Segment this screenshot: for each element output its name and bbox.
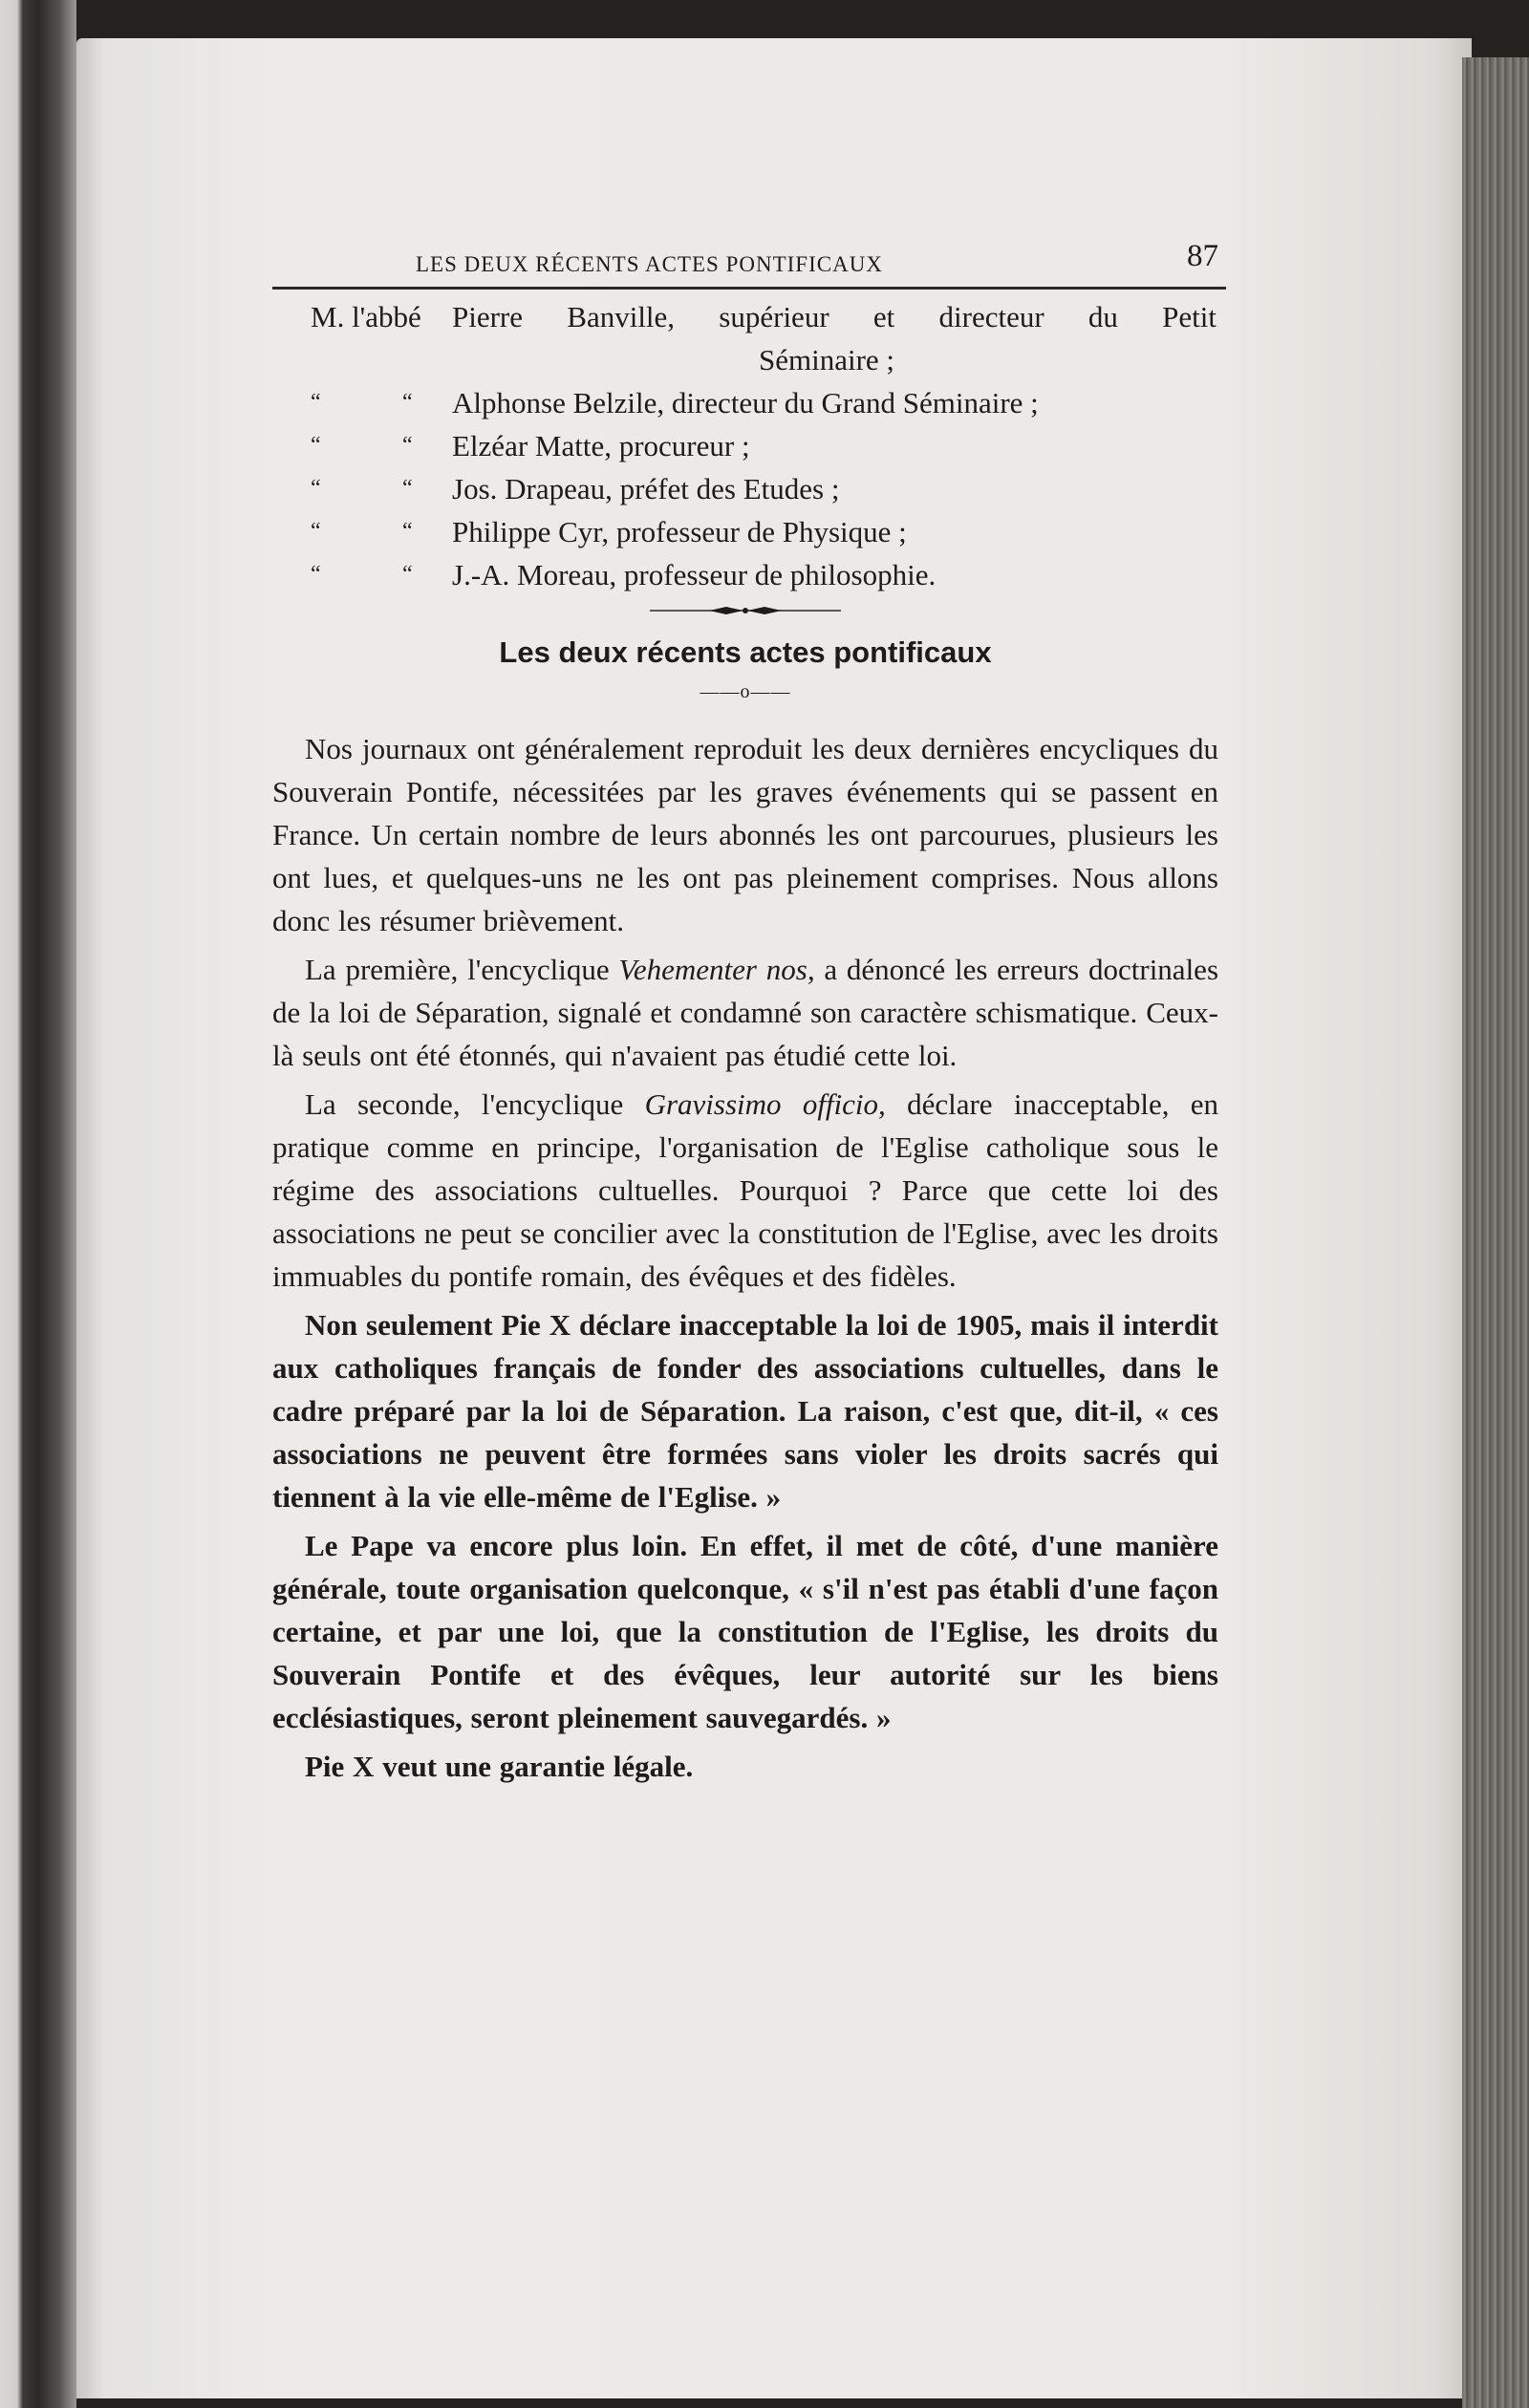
staff-entry-text: J.-A. Moreau, professeur de philosophie.	[452, 558, 937, 591]
body-paragraph: Nos journaux ont généralement reproduit les deux dernières encycliques du Souverain Pontife, nécessitées par les graves événements qui se passent en France. Un certain nombre de leurs abonnés les ont parcourues, plusieurs les ont lues, et quelques-uns ne les ont pas pleinement comprises. Nous allons donc les résumer brièvement.	[272, 732, 1218, 937]
staff-entry	[272, 381, 1218, 424]
ornament-divider	[650, 604, 841, 617]
article-title: Les deux récents actes pontificaux	[499, 635, 992, 669]
paragraph-text: La seconde, l'encyclique	[305, 1087, 645, 1121]
title-separator: ——o——	[700, 681, 791, 702]
ditto-mark: “	[311, 562, 321, 587]
ditto-mark: “	[402, 562, 413, 587]
ditto-mark: “	[311, 390, 321, 415]
staff-entry-text: Philippe Cyr, professeur de Physique ;	[452, 515, 907, 548]
staff-entry-continuation	[272, 338, 1218, 381]
staff-entry-text: Elzéar Matte, procureur ;	[452, 429, 750, 462]
staff-entry	[272, 295, 1218, 338]
ditto-mark: “	[402, 390, 413, 415]
staff-entry-text: Alphonse Belzile, directeur du Grand Séminaire ;	[452, 386, 1039, 419]
running-title: LES DEUX RÉCENTS ACTES PONTIFICAUX	[416, 252, 883, 276]
staff-entry-continuation-text: Séminaire ;	[758, 343, 895, 376]
ditto-mark: “	[311, 433, 321, 458]
encyclical-title: Vehementer nos,	[618, 953, 815, 986]
page-number: 87	[1187, 239, 1218, 273]
staff-entry	[272, 553, 1218, 596]
staff-entry	[272, 467, 1218, 510]
paragraph-text: déclare inacceptable, en pratique comme en principe, l'organisation de l'Eglise catholique sous le régime des associations cultuelles. Pourquoi ? Parce que cette loi des associations ne peut se concilier avec la constitution de l'Eglise, avec les droits immuables du pontife romain, des évêques et des fidèles.	[272, 1087, 1219, 1293]
ditto-mark: “	[402, 476, 413, 501]
page-content	[272, 229, 1218, 1788]
paragraph-text: a dénoncé les erreurs doctrinales de la loi de Séparation, signalé et condamné son caractère schismatique. Ceux-là seuls ont été étonnés, qui n'avaient pas étudié cette loi.	[272, 953, 1219, 1072]
encyclical-title: Gravissimo officio,	[644, 1087, 886, 1121]
body-paragraph: Pie X veut une garantie légale.	[305, 1750, 694, 1783]
header-rule	[272, 287, 1226, 290]
running-header	[272, 229, 1218, 287]
previous-page-edge	[0, 0, 76, 2408]
ditto-mark: “	[402, 433, 413, 458]
staff-title-prefix: M. l'abbé	[311, 300, 421, 333]
ditto-mark: “	[402, 519, 413, 544]
staff-entry-text: Jos. Drapeau, préfet des Etudes ;	[452, 472, 840, 505]
body-paragraph	[272, 948, 1218, 1077]
body-paragraph: Le Pape va encore plus loin. En effet, il met de côté, d'une manière générale, toute organisation quelconque, « s'il n'est pas établi d'une façon certaine, et par une loi, que la constitution de l'Eglise, les droits du Souverain Pontife et des évêques, leur autorité sur les biens ecclésiastiques, seront pleinement sauvegardés. »	[272, 1529, 1218, 1734]
staff-entry	[272, 424, 1218, 467]
staff-entry	[272, 510, 1218, 553]
ditto-mark: “	[311, 519, 321, 544]
body-paragraph	[272, 1083, 1218, 1298]
ditto-mark: “	[311, 476, 321, 501]
paragraph-text: La première, l'encyclique	[305, 953, 619, 986]
body-paragraph: Non seulement Pie X déclare inacceptable la loi de 1905, mais il interdit aux catholiques français de fonder des associations cultuelles, dans le cadre préparé par la loi de Séparation. La raison, c'est que, dit-il, « ces associations ne peuvent être formées sans violer les droits sacrés qui tiennent à la vie elle-même de l'Eglise. »	[272, 1308, 1218, 1514]
page-stack-edges	[1462, 57, 1529, 2408]
staff-entry-text: Pierre Banville, supérieur et directeur du Petit	[452, 300, 1217, 333]
